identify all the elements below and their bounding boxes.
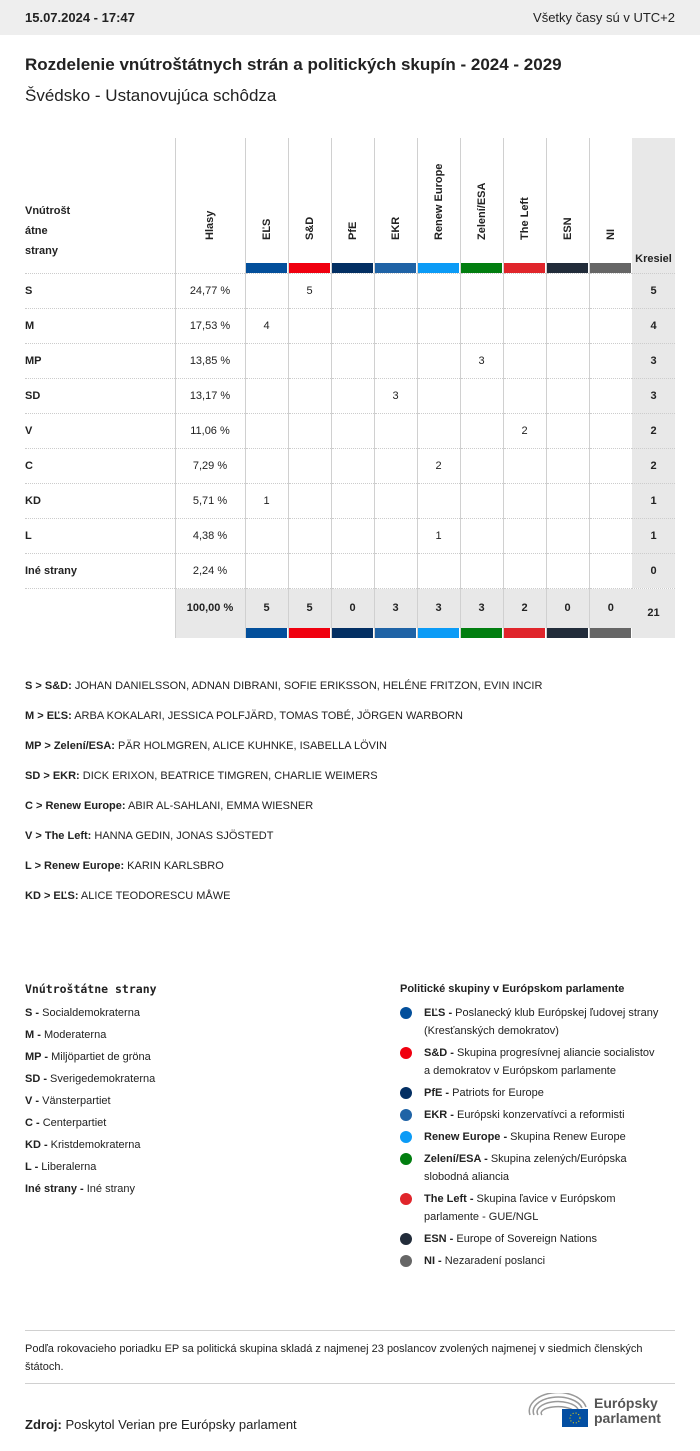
group-column-header <box>245 138 288 273</box>
legend-item <box>400 1004 660 1040</box>
table-row <box>25 448 675 483</box>
legend-text: Nezaradení poslanci <box>441 1255 546 1267</box>
votes-cell: 24,77 % <box>175 273 245 308</box>
group-color-dot-icon <box>400 1109 412 1121</box>
seat-cell <box>288 518 331 553</box>
votes-cell: 5,71 % <box>175 483 245 518</box>
hemicycle-flag-icon <box>528 1393 588 1429</box>
votes-cell: 4,38 % <box>175 518 245 553</box>
votes-cell: 17,53 % <box>175 308 245 343</box>
group-total-cell: 3 <box>460 588 503 638</box>
group-color-dot-icon <box>400 1007 412 1019</box>
legend-item <box>400 1150 660 1186</box>
seat-cell <box>374 483 417 518</box>
party-column-header <box>25 138 175 273</box>
seat-cell <box>417 273 460 308</box>
seat-cell <box>374 413 417 448</box>
seat-cell <box>245 413 288 448</box>
legend-key: Zelení/ESA - <box>424 1153 488 1165</box>
mep-line <box>25 830 273 842</box>
seat-cell <box>245 448 288 483</box>
mep-names: HANNA GEDIN, JONAS SJÖSTEDT <box>91 830 274 842</box>
mep-party-key: MP > Zelení/ESA: <box>25 740 115 752</box>
datetime: 15.07.2024 - 17:47 <box>25 10 135 25</box>
legend-item <box>25 1134 157 1156</box>
group-color-bar <box>461 628 503 638</box>
seat-cell <box>417 553 460 588</box>
mep-names: KARIN KARLSBRO <box>124 860 224 872</box>
seat-cell <box>331 553 374 588</box>
legend-text-wrap <box>424 1190 660 1226</box>
seat-cell <box>589 308 632 343</box>
seat-cell <box>503 308 546 343</box>
party-cell: C <box>25 448 175 483</box>
group-total-cell: 3 <box>417 588 460 638</box>
seat-cell <box>331 448 374 483</box>
legend-key: Renew Europe - <box>424 1131 508 1143</box>
total-seats-cell: 2 <box>632 448 675 483</box>
seat-cell <box>331 273 374 308</box>
group-color-bar <box>461 263 503 273</box>
legend-text: Europe of Sovereign Nations <box>453 1233 598 1245</box>
group-color-dot-icon <box>400 1153 412 1165</box>
seat-cell <box>546 483 589 518</box>
group-column-header <box>374 138 417 273</box>
legend-item <box>25 1024 157 1046</box>
group-header-label: NI <box>604 229 617 240</box>
group-color-bar <box>246 628 288 638</box>
grand-total-cell: 21 <box>632 588 675 638</box>
timezone-note: Všetky časy sú v UTC+2 <box>533 10 675 25</box>
group-color-bar <box>332 263 374 273</box>
seat-cell <box>374 553 417 588</box>
total-seats-cell: 1 <box>632 483 675 518</box>
mep-party-key: V > The Left: <box>25 830 92 842</box>
mep-line <box>25 740 387 752</box>
party-cell: M <box>25 308 175 343</box>
group-color-bar <box>332 628 374 638</box>
legend-text: Socialdemokraterna <box>39 1007 140 1019</box>
group-total-cell: 3 <box>374 588 417 638</box>
seat-cell <box>245 343 288 378</box>
legend-key: NI - <box>424 1255 442 1267</box>
seat-cell <box>288 448 331 483</box>
legend-item <box>400 1106 660 1124</box>
group-column-header <box>546 138 589 273</box>
seat-cell <box>288 378 331 413</box>
table-row <box>25 518 675 553</box>
seat-cell <box>245 273 288 308</box>
mep-names: JOHAN DANIELSSON, ADNAN DIBRANI, SOFIE ERIKSSON, HELÉNE FRITZON, EVIN INCIR <box>71 680 543 692</box>
seat-cell <box>546 308 589 343</box>
group-header-label: The Left <box>518 197 531 240</box>
logo-line: Európsky <box>594 1395 658 1411</box>
seat-cell <box>546 553 589 588</box>
political-groups-legend <box>400 978 660 1270</box>
table-row <box>25 553 675 588</box>
seat-cell: 2 <box>417 448 460 483</box>
mep-party-key: KD > EĽS: <box>25 890 79 902</box>
seat-cell <box>245 553 288 588</box>
legend-text: Kristdemokraterna <box>47 1139 141 1151</box>
seat-cell <box>546 378 589 413</box>
seat-distribution-table <box>25 138 675 638</box>
seat-cell <box>374 343 417 378</box>
page-subtitle: Švédsko - Ustanovujúca schôdza <box>25 86 277 105</box>
seat-cell <box>288 483 331 518</box>
legend-text: Skupina progresívnej aliancie socialistov a demokratov v Európskom parlamente <box>424 1047 655 1077</box>
legend-key: The Left - <box>424 1193 474 1205</box>
legend-text: Miljöpartiet de gröna <box>48 1051 151 1063</box>
seat-cell <box>331 378 374 413</box>
group-total-cell: 5 <box>245 588 288 638</box>
legend-text: Liberalerna <box>38 1161 97 1173</box>
mep-party-key: M > EĽS: <box>25 710 72 722</box>
seat-cell <box>503 518 546 553</box>
seat-cell <box>331 308 374 343</box>
seat-cell <box>503 553 546 588</box>
legend-key: MP - <box>25 1051 49 1063</box>
total-seats-cell: 3 <box>632 343 675 378</box>
divider <box>25 1383 675 1384</box>
ep-logo <box>528 1393 661 1429</box>
seat-cell <box>288 343 331 378</box>
legend-title: Vnútroštátne strany <box>25 982 157 996</box>
group-total-cell: 0 <box>331 588 374 638</box>
mep-names: PÄR HOLMGREN, ALICE KUHNKE, ISABELLA LÖVIN <box>114 740 388 752</box>
legend-text-wrap <box>424 1252 545 1270</box>
group-color-bar <box>246 263 288 273</box>
party-cell: MP <box>25 343 175 378</box>
seat-cell <box>288 413 331 448</box>
seat-cell <box>546 413 589 448</box>
seat-cell <box>546 518 589 553</box>
total-seats-cell: 4 <box>632 308 675 343</box>
votes-cell: 13,17 % <box>175 378 245 413</box>
group-column-header <box>460 138 503 273</box>
seat-cell <box>374 273 417 308</box>
table-row <box>25 308 675 343</box>
party-cell: SD <box>25 378 175 413</box>
seat-cell <box>417 343 460 378</box>
legend-key: SD - <box>25 1073 47 1085</box>
seat-cell <box>546 343 589 378</box>
group-color-bar <box>504 628 546 638</box>
seat-cell <box>460 448 503 483</box>
group-color-bar <box>590 628 633 638</box>
legend-key: C - <box>25 1117 40 1129</box>
seat-cell <box>331 343 374 378</box>
legend-text: Iné strany <box>83 1183 136 1195</box>
footnote: Podľa rokovacieho poriadku EP sa politická skupina skladá z najmenej 23 poslancov zvolených najmenej v siedmich členských štátoch. <box>25 1343 643 1373</box>
legend-text: Moderaterna <box>40 1029 107 1041</box>
mep-line <box>25 680 542 692</box>
legend-key: V - <box>25 1095 40 1107</box>
source <box>25 1417 297 1432</box>
legend-key: S&D - <box>424 1047 454 1059</box>
seat-cell <box>331 413 374 448</box>
legend-key: ESN - <box>424 1233 454 1245</box>
group-total-cell: 2 <box>503 588 546 638</box>
group-column-header <box>589 138 632 273</box>
divider <box>25 1330 675 1331</box>
party-cell: KD <box>25 483 175 518</box>
group-color-bar <box>504 263 546 273</box>
legend-item <box>400 1084 660 1102</box>
page-title: Rozdelenie vnútroštátnych strán a politických skupín - 2024 - 2029 <box>25 55 562 74</box>
seat-cell <box>503 343 546 378</box>
group-column-header <box>417 138 460 273</box>
legend-title: Politické skupiny v Európskom parlamente <box>400 983 625 995</box>
total-seats-cell: 3 <box>632 378 675 413</box>
seat-cell: 3 <box>374 378 417 413</box>
legend-text-wrap <box>424 1044 660 1080</box>
totals-row <box>25 588 675 638</box>
seat-cell <box>589 273 632 308</box>
group-color-dot-icon <box>400 1193 412 1205</box>
group-header-label: EKR <box>389 216 402 240</box>
seat-cell <box>460 483 503 518</box>
legend-key: KD - <box>25 1139 48 1151</box>
group-total-cell: 0 <box>546 588 589 638</box>
legend-item <box>25 1178 157 1200</box>
group-color-bar <box>375 628 417 638</box>
seats-column-header: Kresiel <box>632 138 675 273</box>
seat-cell: 4 <box>245 308 288 343</box>
group-color-dot-icon <box>400 1087 412 1099</box>
seat-cell <box>417 413 460 448</box>
party-cell: L <box>25 518 175 553</box>
party-cell: S <box>25 273 175 308</box>
national-parties-legend <box>25 978 157 1200</box>
seat-cell <box>374 448 417 483</box>
mep-party-key: L > Renew Europe: <box>25 860 125 872</box>
seat-cell <box>245 378 288 413</box>
group-column-header <box>288 138 331 273</box>
source-label: Zdroj: <box>25 1417 62 1432</box>
seat-cell <box>589 343 632 378</box>
total-votes-cell: 100,00 % <box>175 588 245 638</box>
header-line: strany <box>25 244 59 257</box>
legend-key: Iné strany - <box>25 1183 84 1195</box>
mep-line <box>25 710 463 722</box>
seat-cell <box>460 553 503 588</box>
table-row <box>25 273 675 308</box>
mep-party-key: C > Renew Europe: <box>25 800 126 812</box>
group-header-label: PfE <box>346 221 359 240</box>
legend-item <box>400 1230 660 1248</box>
votes-column-header <box>175 138 245 273</box>
seat-cell <box>546 273 589 308</box>
legend-text-wrap <box>424 1150 660 1186</box>
seat-cell <box>245 518 288 553</box>
legend-text: Skupina ľavice v Európskom parlamente - GUE/NGL <box>424 1193 616 1223</box>
seat-cell <box>374 308 417 343</box>
header-line: átne <box>25 224 48 237</box>
seat-cell <box>503 378 546 413</box>
seat-cell: 2 <box>503 413 546 448</box>
group-color-dot-icon <box>400 1131 412 1143</box>
seat-cell <box>331 518 374 553</box>
legend-key: EKR - <box>424 1109 454 1121</box>
seat-cell <box>589 553 632 588</box>
legend-item <box>25 1046 157 1068</box>
legend-text: Centerpartiet <box>39 1117 107 1129</box>
group-color-bar <box>547 628 589 638</box>
total-seats-cell: 1 <box>632 518 675 553</box>
logo-line: parlament <box>594 1410 661 1426</box>
legend-text: Skupina Renew Europe <box>507 1131 626 1143</box>
seat-cell <box>417 378 460 413</box>
legend-item <box>400 1252 660 1270</box>
legend-text-wrap <box>424 1128 626 1146</box>
group-color-dot-icon <box>400 1047 412 1059</box>
group-color-dot-icon <box>400 1233 412 1245</box>
seat-cell <box>417 483 460 518</box>
legend-text: Patriots for Europe <box>449 1087 544 1099</box>
mep-names: ABIR AL-SAHLANI, EMMA WIESNER <box>125 800 314 812</box>
seat-cell <box>589 448 632 483</box>
table-row <box>25 413 675 448</box>
table-row <box>25 343 675 378</box>
total-seats-cell: 5 <box>632 273 675 308</box>
legend-item <box>400 1190 660 1226</box>
mep-names: ALICE TEODORESCU MÅWE <box>78 890 231 902</box>
mep-names: DICK ERIXON, BEATRICE TIMGREN, CHARLIE WEIMERS <box>79 770 378 782</box>
group-header-label: ESN <box>561 217 574 240</box>
table-row <box>25 378 675 413</box>
legend-item <box>400 1044 660 1080</box>
legend-key: M - <box>25 1029 41 1041</box>
legend-text-wrap <box>424 1106 625 1124</box>
group-column-header <box>503 138 546 273</box>
mep-party-key: SD > EKR: <box>25 770 80 782</box>
seat-cell <box>374 518 417 553</box>
seat-cell <box>460 308 503 343</box>
legend-text: Poslanecký klub Európskej ľudovej strany (Kresťanských demokratov) <box>424 1007 659 1037</box>
table-row <box>25 483 675 518</box>
total-seats-cell: 0 <box>632 553 675 588</box>
seat-cell <box>503 273 546 308</box>
header-line: Vnútrošt <box>25 204 71 217</box>
seat-cell: 5 <box>288 273 331 308</box>
seat-cell <box>460 273 503 308</box>
mep-line <box>25 860 224 872</box>
seat-cell <box>331 483 374 518</box>
empty-cell <box>25 588 175 638</box>
group-color-bar <box>418 628 460 638</box>
seat-cell <box>589 413 632 448</box>
legend-text: Európski konzervatívci a reformisti <box>453 1109 625 1121</box>
seat-cell <box>503 448 546 483</box>
legend-key: S - <box>25 1007 40 1019</box>
legend-item <box>25 1112 157 1134</box>
group-color-bar <box>289 628 331 638</box>
group-total-cell: 0 <box>589 588 632 638</box>
legend-key: L - <box>25 1161 39 1173</box>
seat-cell: 3 <box>460 343 503 378</box>
seat-cell <box>417 308 460 343</box>
legend-key: EĽS - <box>424 1007 453 1019</box>
mep-names: ARBA KOKALARI, JESSICA POLFJÄRD, TOMAS TOBÉ, JÖRGEN WARBORN <box>71 710 463 722</box>
group-color-bar <box>547 263 589 273</box>
group-total-cell: 5 <box>288 588 331 638</box>
votes-cell: 13,85 % <box>175 343 245 378</box>
group-header-label: S&D <box>303 216 316 240</box>
votes-header-label: Hlasy <box>204 210 216 240</box>
group-color-bar <box>375 263 417 273</box>
seat-cell <box>460 413 503 448</box>
legend-item <box>25 1068 157 1090</box>
legend-item <box>25 1002 157 1024</box>
group-header-label: Renew Europe <box>432 163 445 240</box>
seat-cell <box>460 378 503 413</box>
group-color-bar <box>289 263 331 273</box>
group-header-label: Zelení/ESA <box>475 182 488 240</box>
mep-line <box>25 890 230 902</box>
seat-cell <box>546 448 589 483</box>
votes-cell: 7,29 % <box>175 448 245 483</box>
mep-line <box>25 800 313 812</box>
legend-text: Vänsterpartiet <box>39 1095 111 1107</box>
legend-text-wrap <box>424 1230 597 1248</box>
seat-cell <box>589 378 632 413</box>
legend-key: PfE - <box>424 1087 450 1099</box>
total-seats-cell: 2 <box>632 413 675 448</box>
seat-cell <box>589 483 632 518</box>
seat-cell <box>460 518 503 553</box>
group-header-label: EĽS <box>260 218 273 240</box>
legend-item <box>25 1090 157 1112</box>
seat-cell: 1 <box>417 518 460 553</box>
group-color-dot-icon <box>400 1255 412 1267</box>
group-color-bar <box>590 263 633 273</box>
group-column-header <box>331 138 374 273</box>
seat-cell <box>589 518 632 553</box>
seat-cell: 1 <box>245 483 288 518</box>
legend-text-wrap <box>424 1004 660 1040</box>
legend-item <box>25 1156 157 1178</box>
mep-line <box>25 770 378 782</box>
top-bar <box>0 0 700 35</box>
votes-cell: 11,06 % <box>175 413 245 448</box>
group-color-bar <box>418 263 460 273</box>
mep-party-key: S > S&D: <box>25 680 72 692</box>
party-cell: Iné strany <box>25 553 175 588</box>
votes-cell: 2,24 % <box>175 553 245 588</box>
legend-item <box>400 1128 660 1146</box>
seat-cell <box>288 308 331 343</box>
source-text: Poskytol Verian pre Európsky parlament <box>61 1417 297 1432</box>
legend-text: Sverigedemokraterna <box>47 1073 156 1085</box>
legend-text-wrap <box>424 1084 544 1102</box>
seat-cell <box>288 553 331 588</box>
legend-text: Skupina zelených/Európska slobodná aliancia <box>424 1153 627 1183</box>
seat-cell <box>503 483 546 518</box>
party-cell: V <box>25 413 175 448</box>
